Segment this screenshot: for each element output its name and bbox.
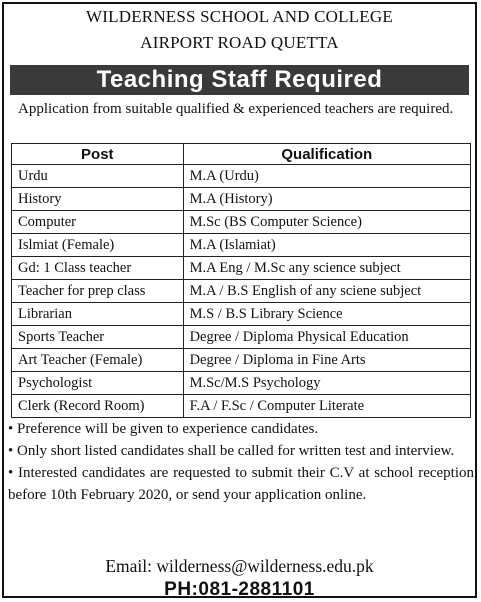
table-row bbox=[12, 349, 471, 372]
table-row bbox=[12, 372, 471, 395]
column-header-post: Post bbox=[12, 144, 184, 165]
qualification-cell: M.A / B.S English of any sciene subject bbox=[183, 280, 470, 303]
note-submission: • Interested candidates are requested to submit their C.V at school reception before 10th February 2020, or send your application online. bbox=[8, 465, 474, 503]
post-cell: History bbox=[12, 188, 184, 211]
note-preference: • Preference will be given to experience candidates. bbox=[8, 421, 319, 437]
qualification-cell: M.A (History) bbox=[183, 188, 470, 211]
post-cell: Computer bbox=[12, 211, 184, 234]
post-cell: Sports Teacher bbox=[12, 326, 184, 349]
contact-email: Email: wilderness@wilderness.edu.pk bbox=[105, 556, 374, 576]
job-advertisement bbox=[2, 2, 477, 598]
institution-name: WILDERNESS SCHOOL AND COLLEGE bbox=[86, 7, 393, 26]
table-row bbox=[12, 326, 471, 349]
post-cell: Art Teacher (Female) bbox=[12, 349, 184, 372]
post-cell: Teacher for prep class bbox=[12, 280, 184, 303]
table-row bbox=[12, 257, 471, 280]
table-row bbox=[12, 395, 471, 418]
table-row bbox=[12, 188, 471, 211]
post-cell: Librarian bbox=[12, 303, 184, 326]
qualification-cell: M.S / B.S Library Science bbox=[183, 303, 470, 326]
post-cell: Gd: 1 Class teacher bbox=[12, 257, 184, 280]
qualification-cell: Degree / Diploma in Fine Arts bbox=[183, 349, 470, 372]
table-row bbox=[12, 234, 471, 257]
qualification-cell: F.A / F.Sc / Computer Literate bbox=[183, 395, 470, 418]
intro-text: Application from suitable qualified & experienced teachers are required. bbox=[18, 101, 454, 117]
table-row bbox=[12, 211, 471, 234]
qualification-cell: M.A (Urdu) bbox=[183, 165, 470, 188]
post-cell: Clerk (Record Room) bbox=[12, 395, 184, 418]
posts-table bbox=[11, 143, 471, 418]
qualification-cell: M.A (Islamiat) bbox=[183, 234, 470, 257]
column-header-qualification: Qualification bbox=[183, 144, 470, 165]
qualification-cell: M.Sc (BS Computer Science) bbox=[183, 211, 470, 234]
contact-phone: PH:081-2881101 bbox=[164, 579, 315, 600]
post-cell: Islmiat (Female) bbox=[12, 234, 184, 257]
table-row bbox=[12, 165, 471, 188]
qualification-cell: Degree / Diploma Physical Education bbox=[183, 326, 470, 349]
qualification-cell: M.Sc/M.S Psychology bbox=[183, 372, 470, 395]
table-row bbox=[12, 303, 471, 326]
note-shortlist: • Only short listed candidates shall be called for written test and interview. bbox=[8, 443, 455, 459]
institution-address: AIRPORT ROAD QUETTA bbox=[140, 33, 339, 52]
qualification-cell: M.A Eng / M.Sc any science subject bbox=[183, 257, 470, 280]
post-cell: Urdu bbox=[12, 165, 184, 188]
table-row bbox=[12, 280, 471, 303]
post-cell: Psychologist bbox=[12, 372, 184, 395]
headline-banner: Teaching Staff Required bbox=[10, 65, 469, 95]
notes-list bbox=[8, 418, 474, 506]
table-header-row bbox=[12, 144, 471, 165]
